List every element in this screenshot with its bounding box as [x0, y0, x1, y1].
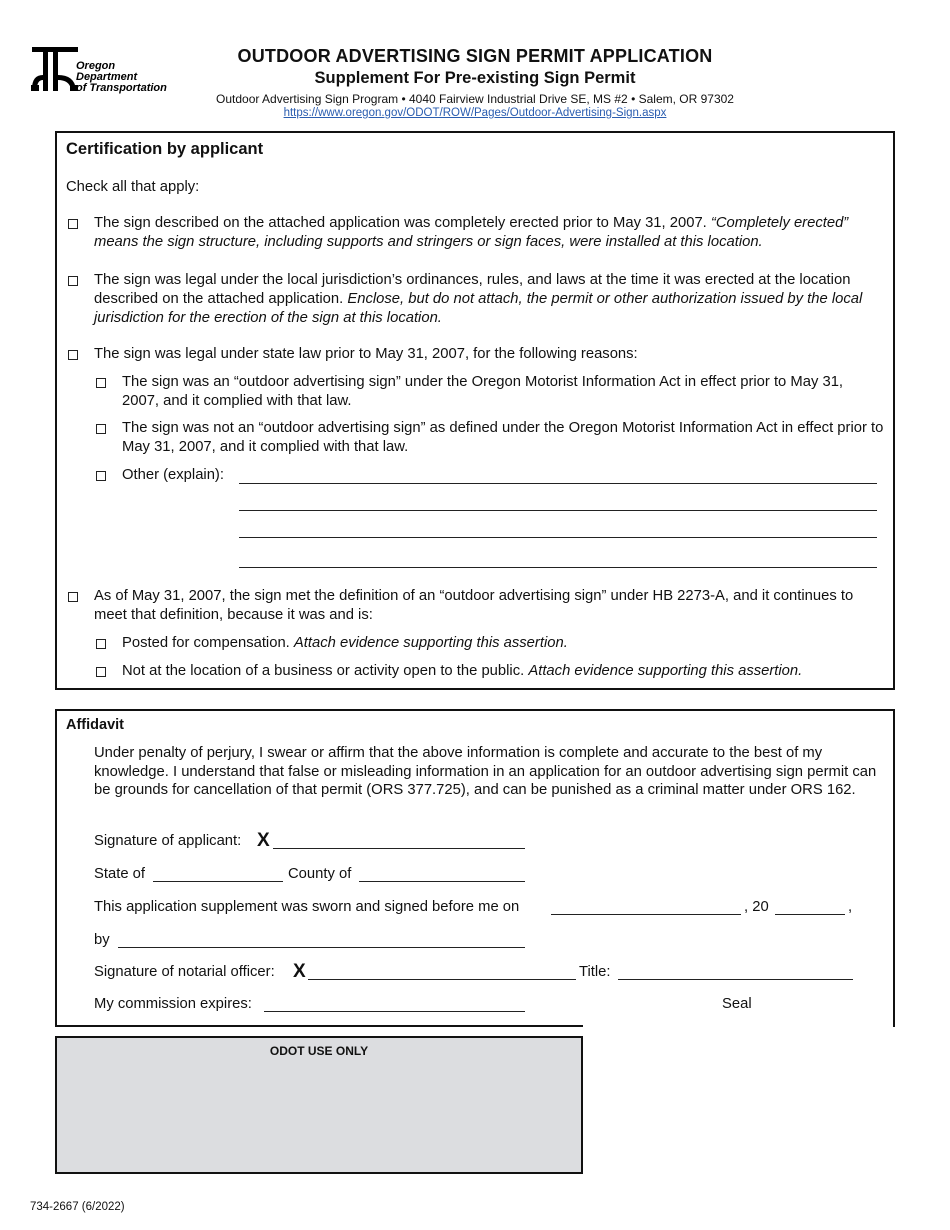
county-field[interactable] [359, 881, 525, 882]
item4-sub1-checkbox[interactable] [96, 639, 106, 649]
form-subtitle: Supplement For Pre-existing Sign Permit [314, 69, 636, 87]
item2-text: The sign was legal under the local jurisdiction’s ordinances, rules, and laws at the time it was erected at the location described on the attached application. Enclose, but do not attach, the permit or other authorization issued by the local jurisdiction for the erection of the sign at this location. [94, 272, 863, 326]
notary-x-mark: X [293, 961, 306, 982]
item3-sub1-checkbox[interactable] [96, 378, 106, 388]
affidavit-section [55, 709, 895, 1027]
logo-line-3: of Transportation [76, 82, 167, 94]
item1-checkbox[interactable] [68, 219, 78, 229]
logo-line-2: Department [76, 71, 138, 83]
seal-label: Seal [722, 996, 752, 1012]
sworn-date-field[interactable] [551, 914, 741, 915]
sworn-label: This application supplement was sworn and signed before me on [94, 899, 520, 915]
item2-checkbox[interactable] [68, 276, 78, 286]
applicant-signature-label: Signature of applicant: [94, 833, 242, 849]
applicant-signature-line[interactable] [273, 848, 525, 849]
other-explain-line-4[interactable] [239, 567, 877, 568]
item1-text: The sign described on the attached application was completely erected prior to May 31, 2007. “Completely erected” means the sign structure, including supports and stringers or sign faces, were installed at this location. [94, 215, 849, 250]
commission-field[interactable] [264, 1011, 525, 1012]
form-number: 734-2667 (6/2022) [30, 1201, 125, 1213]
item3-text: The sign was legal under state law prior to May 31, 2007, for the following reasons: [94, 346, 638, 362]
item3-other-checkbox[interactable] [96, 471, 106, 481]
notary-title-label: Title: [579, 964, 611, 980]
year-prefix: , 20 [744, 899, 769, 915]
logo-line-1: Oregon [76, 60, 116, 72]
item4-text: As of May 31, 2007, the sign met the definition of an “outdoor advertising sign” under HB 2273-A, and it continues to meet that definition, because it was and is: [94, 588, 854, 623]
notary-signature-line[interactable] [308, 979, 576, 980]
state-field[interactable] [153, 881, 283, 882]
item4-checkbox[interactable] [68, 592, 78, 602]
program-address: Outdoor Advertising Sign Program • 4040 Fairview Industrial Drive SE, MS #2 • Salem, OR 97302 [216, 92, 734, 106]
certification-section [55, 131, 895, 690]
other-explain-line-1[interactable] [239, 483, 877, 484]
check-instruction: Check all that apply: [66, 179, 200, 195]
other-explain-line-3[interactable] [239, 537, 877, 538]
item4-sub1-text: Posted for compensation. Attach evidence supporting this assertion. [122, 635, 568, 651]
form-title: OUTDOOR ADVERTISING SIGN PERMIT APPLICATION [237, 46, 713, 66]
odot-logo-icon [30, 45, 78, 93]
affidavit-body: Under penalty of perjury, I swear or affirm that the above information is complete and accurate to the best of my knowledge. I understand that false or misleading information in an application for an outdoor advertising sign permit can be grounds for cancellation of that permit (ORS 377.725), and can be punished as a criminal matter under ORS 162. [94, 745, 877, 798]
program-url-link[interactable]: https://www.oregon.gov/ODOT/ROW/Pages/Outdoor-Advertising-Sign.aspx [283, 107, 667, 119]
other-explain-line-2[interactable] [239, 510, 877, 511]
by-label: by [94, 932, 110, 948]
sworn-comma: , [848, 899, 853, 915]
notary-signature-label: Signature of notarial officer: [94, 964, 275, 980]
item3-other-label: Other (explain): [122, 467, 224, 483]
sworn-year-field[interactable] [775, 914, 845, 915]
notary-title-field[interactable] [618, 979, 853, 980]
odot-use-only-label: ODOT USE ONLY [269, 1044, 369, 1058]
item3-sub1-text: The sign was an “outdoor advertising sign” under the Oregon Motorist Information Act in effect prior to May 31, 2007, and it complied with that law. [122, 374, 844, 409]
item3-checkbox[interactable] [68, 350, 78, 360]
affidavit-title: Affidavit [66, 717, 124, 733]
item3-sub2-checkbox[interactable] [96, 424, 106, 434]
commission-label: My commission expires: [94, 996, 252, 1012]
item4-sub2-text: Not at the location of a business or activity open to the public. Attach evidence supporting this assertion. [122, 663, 803, 679]
certification-title: Certification by applicant [66, 140, 264, 158]
item3-sub2-text: The sign was not an “outdoor advertising sign” as defined under the Oregon Motorist Information Act in effect prior to May 31, 2007, and it complied with that law. [122, 420, 884, 455]
item4-sub2-checkbox[interactable] [96, 667, 106, 677]
state-label: State of [94, 866, 146, 882]
affidavit-bottom-border [55, 1025, 583, 1027]
by-field[interactable] [118, 947, 525, 948]
county-label: County of [288, 866, 352, 882]
applicant-x-mark: X [257, 830, 270, 851]
